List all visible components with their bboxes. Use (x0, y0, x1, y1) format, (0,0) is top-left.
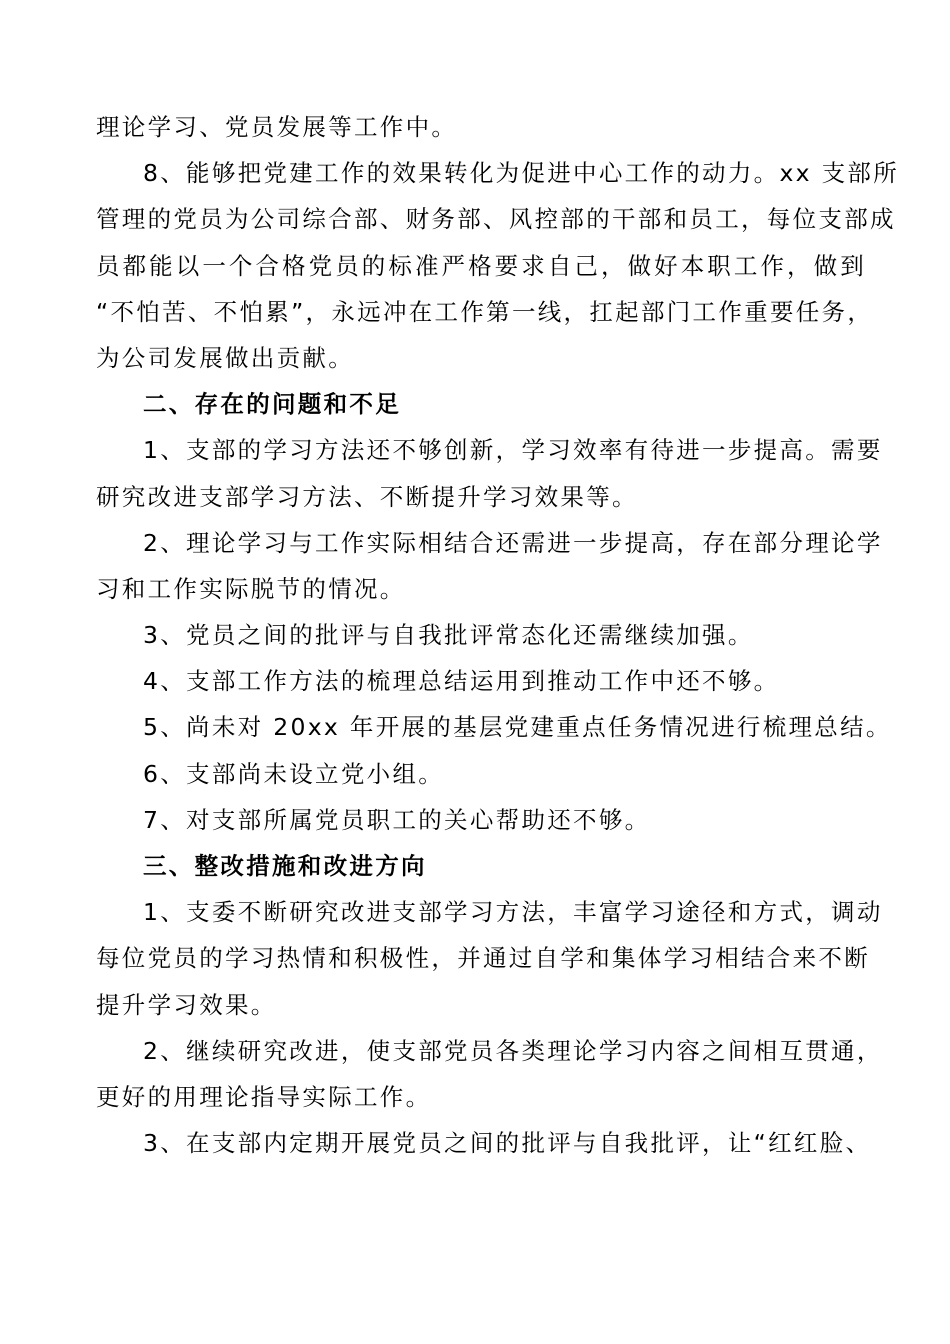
text-line: 7、对支部所属党员职工的关心帮助还不够。 (143, 805, 651, 834)
section-heading: 二、存在的问题和不足 (143, 390, 401, 419)
text-line: 2、理论学习与工作实际相结合还需进一步提高，存在部分理论学 (143, 528, 883, 557)
text-line: 理论学习、党员发展等工作中。 (96, 113, 458, 141)
document-body (96, 104, 900, 1166)
text-line: 每位党员的学习热情和积极性，并通过自学和集体学习相结合来不断 (96, 944, 870, 973)
text-line: 提升学习效果。 (96, 990, 277, 1019)
text-line: 员都能以一个合格党员的标准严格要求自己，做好本职工作，做到 (96, 251, 866, 280)
text-line: 研究改进支部学习方法、不断提升学习效果等。 (96, 482, 638, 511)
text-line: 习和工作实际脱节的情况。 (96, 574, 406, 603)
text-line: 1、支委不断研究改进支部学习方法，丰富学习途径和方式，调动 (143, 898, 883, 927)
text-line: 1、支部的学习方法还不够创新，学习效率有待进一步提高。需要 (143, 436, 883, 465)
text-line: 8、能够把党建工作的效果转化为促进中心工作的动力。xx 支部所 (143, 159, 900, 188)
text-line: 5、尚未对 20xx 年开展的基层党建重点任务情况进行梳理总结。 (143, 713, 892, 742)
text-line: 4、支部工作方法的梳理总结运用到推动工作中还不够。 (143, 667, 780, 696)
text-line: 3、党员之间的批评与自我批评常态化还需继续加强。 (143, 621, 754, 650)
section-heading: 三、整改措施和改进方向 (143, 852, 427, 880)
text-line: 为公司发展做出贡献。 (96, 343, 354, 372)
text-line: 2、继续研究改进，使支部党员各类理论学习内容之间相互贯通， (143, 1036, 883, 1065)
text-line: 6、支部尚未设立党小组。 (143, 759, 445, 788)
text-line: 3、在支部内定期开展党员之间的批评与自我批评，让“红红脸、 (143, 1129, 872, 1158)
text-line: 管理的党员为公司综合部、财务部、风控部的干部和员工，每位支部成 (96, 205, 896, 234)
text-line: 更好的用理论指导实际工作。 (96, 1082, 432, 1111)
text-line: “不怕苦、不怕累”，永远冲在工作第一线，扛起部门工作重要任务， (96, 297, 874, 326)
